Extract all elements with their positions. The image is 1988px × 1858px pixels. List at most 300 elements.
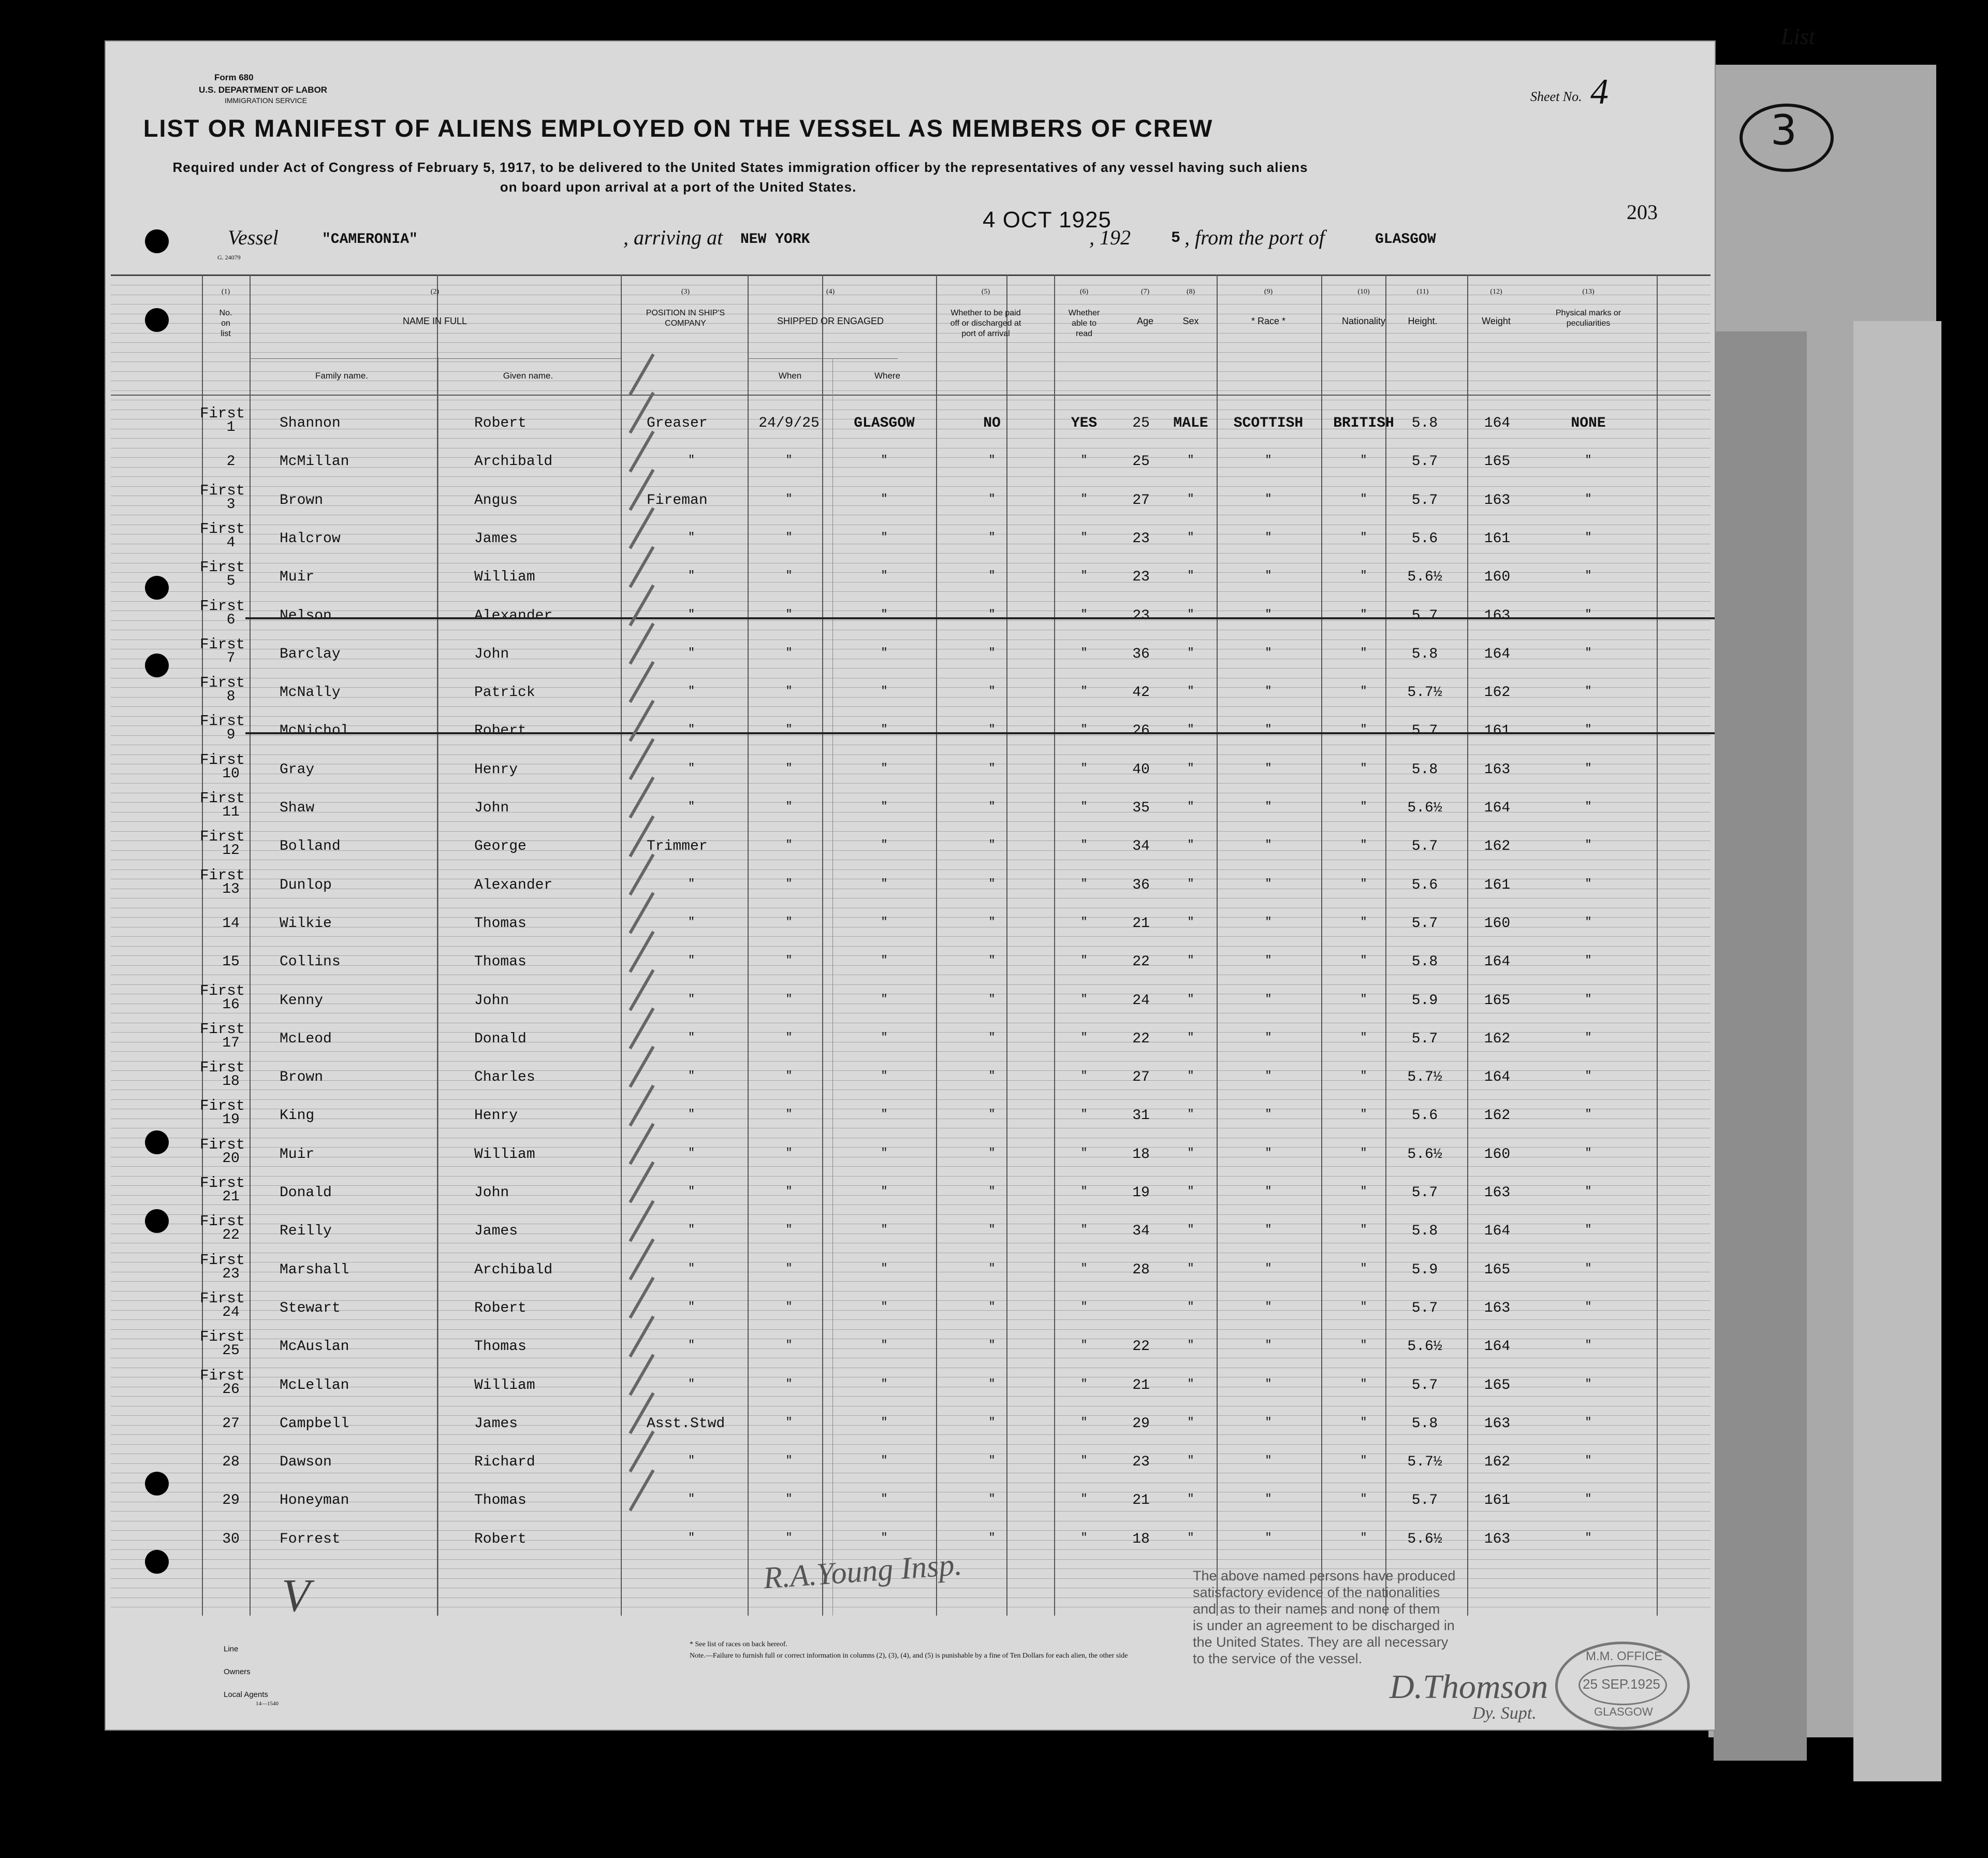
- row-class-label: First: [200, 1020, 245, 1038]
- cell-where: GLASGOW: [854, 415, 915, 431]
- row-number: 15: [222, 954, 240, 970]
- cell-paid-off: ": [988, 1261, 996, 1275]
- cell-read: ": [1080, 607, 1088, 621]
- cell-paid-off: ": [988, 1492, 996, 1506]
- cell-age: 23: [1132, 569, 1150, 586]
- stamp-date: 25 SEP.1925: [1583, 1676, 1660, 1692]
- cell-race: ": [1265, 915, 1272, 928]
- cell-given: Robert: [474, 1531, 527, 1547]
- cell-height: 5.7: [1411, 838, 1438, 855]
- table-row: [106, 1367, 1715, 1405]
- cell-position: ": [688, 877, 695, 890]
- column-label: Weight: [1482, 316, 1511, 326]
- cell-given: Donald: [474, 1030, 527, 1047]
- cell-weight: 161: [1484, 877, 1511, 893]
- cell-weight: 163: [1484, 761, 1511, 778]
- column-label: Sex: [1182, 316, 1199, 326]
- cell-sex: MALE: [1173, 415, 1208, 431]
- cell-marks: ": [1585, 1300, 1592, 1313]
- cell-when: ": [785, 454, 793, 467]
- row-class-label: First: [200, 982, 245, 999]
- cell-where: ": [881, 761, 888, 775]
- cell-marks: ": [1585, 1492, 1592, 1506]
- column-label: Age: [1136, 316, 1154, 326]
- cell-height: 5.7: [1411, 1185, 1438, 1201]
- cell-when: 24/9/25: [758, 415, 820, 431]
- cell-weight: 163: [1484, 1415, 1511, 1432]
- cell-family: Stewart: [280, 1300, 341, 1316]
- from-label: , from the port of: [1185, 226, 1325, 249]
- cell-family: McLellan: [280, 1377, 349, 1393]
- cell-when: ": [785, 954, 793, 967]
- cell-read: ": [1080, 569, 1088, 583]
- cell-given: Thomas: [474, 915, 527, 932]
- column-sub-label: When: [778, 371, 802, 381]
- cell-age: 36: [1132, 877, 1150, 893]
- row-class-label: First: [200, 482, 245, 499]
- ruled-line: [111, 361, 1711, 362]
- cell-sex: ": [1187, 915, 1194, 928]
- cell-when: ": [785, 1492, 793, 1506]
- cell-position: ": [688, 685, 695, 698]
- cell-nationality: ": [1360, 838, 1367, 852]
- cell-read: ": [1080, 1185, 1088, 1198]
- footer-local-agents-label: Local Agents: [224, 1690, 268, 1699]
- cell-marks: ": [1585, 1454, 1592, 1468]
- cell-position: Asst.Stwd: [647, 1415, 725, 1432]
- cell-age: 21: [1132, 1492, 1150, 1509]
- cell-marks: ": [1585, 1377, 1592, 1390]
- cell-position: ": [688, 1030, 695, 1044]
- row-class-label: First: [200, 597, 245, 615]
- cell-given: James: [474, 1223, 518, 1240]
- column-label: on: [221, 319, 230, 328]
- cell-family: Dawson: [280, 1454, 332, 1471]
- column-sub-label: Family name.: [315, 371, 369, 381]
- cell-read: ": [1080, 454, 1088, 467]
- declaration-line: is under an agreement to be discharged in: [1193, 1618, 1455, 1633]
- cell-height: 5.7½: [1407, 685, 1442, 701]
- master-title: Dy. Supt.: [1472, 1704, 1537, 1723]
- declaration-line: to the service of the vessel.: [1193, 1651, 1363, 1666]
- row-number: 19: [222, 1112, 240, 1128]
- cell-marks: ": [1585, 1261, 1592, 1275]
- cell-nationality: ": [1360, 685, 1367, 698]
- cell-paid-off: ": [988, 530, 996, 544]
- column-label: SHIPPED OR ENGAGED: [777, 316, 884, 326]
- cell-nationality: ": [1360, 454, 1367, 467]
- cell-sex: ": [1187, 1339, 1194, 1352]
- cell-age: 25: [1132, 454, 1150, 470]
- cell-age: 31: [1132, 1108, 1150, 1124]
- cell-where: ": [881, 1339, 888, 1352]
- cell-nationality: ": [1360, 1030, 1367, 1044]
- cell-paid-off: ": [988, 1108, 996, 1121]
- table-row: [106, 482, 1715, 520]
- cell-age: 36: [1132, 646, 1150, 662]
- column-number: (4): [826, 288, 835, 296]
- cell-weight: 162: [1484, 1454, 1511, 1471]
- column-number: (8): [1186, 288, 1195, 296]
- row-number: 17: [222, 1035, 240, 1051]
- cell-given: John: [474, 800, 509, 816]
- punch-hole: [145, 229, 169, 253]
- column-label: POSITION IN SHIP'S: [646, 309, 725, 317]
- footer-form-code: 14—1540: [256, 1701, 279, 1707]
- cell-paid-off: ": [988, 1300, 996, 1313]
- cell-age: 22: [1132, 954, 1150, 970]
- table-row: [106, 905, 1715, 943]
- cell-height: 5.6½: [1407, 1339, 1442, 1355]
- cell-sex: ": [1187, 1492, 1194, 1506]
- cell-when: ": [785, 1146, 793, 1159]
- footer-line-label: Line: [224, 1645, 239, 1653]
- table-row: [106, 559, 1715, 597]
- column-sub-label: Where: [874, 371, 901, 381]
- cell-sex: ": [1187, 1146, 1194, 1159]
- row-number: 7: [226, 650, 236, 666]
- cell-where: ": [881, 492, 888, 505]
- cell-marks: ": [1585, 1531, 1592, 1544]
- table-row: [106, 1136, 1715, 1174]
- date-stamp: 4 OCT 1925: [983, 207, 1112, 233]
- punch-hole: [145, 1550, 169, 1574]
- cell-race: ": [1265, 530, 1272, 544]
- cell-given: William: [474, 569, 535, 586]
- cell-race: SCOTTISH: [1233, 415, 1304, 431]
- table-row: [106, 1021, 1715, 1059]
- cell-marks: ": [1585, 530, 1592, 544]
- table-row: [106, 405, 1715, 443]
- column-label: No.: [219, 309, 232, 317]
- cell-sex: ": [1187, 685, 1194, 698]
- column-number: (6): [1079, 288, 1089, 296]
- cell-position: ": [688, 530, 695, 544]
- cell-read: ": [1080, 1146, 1088, 1159]
- cell-where: ": [881, 454, 888, 467]
- row-number: 27: [222, 1415, 240, 1432]
- cell-read: ": [1080, 1261, 1088, 1275]
- column-label: Whether: [1068, 309, 1100, 317]
- cell-marks: ": [1585, 454, 1592, 467]
- row-number: 2: [226, 454, 236, 470]
- column-label: * Race *: [1251, 316, 1286, 326]
- cell-height: 5.7: [1411, 607, 1438, 624]
- cell-race: ": [1265, 492, 1272, 505]
- cell-race: ": [1265, 954, 1272, 967]
- cell-where: ": [881, 607, 888, 621]
- row-number: 22: [222, 1227, 240, 1244]
- cell-read: ": [1080, 1069, 1088, 1083]
- cell-read: ": [1080, 800, 1088, 813]
- cell-position: ": [688, 723, 695, 736]
- cell-read: ": [1080, 1454, 1088, 1468]
- row-number: 10: [222, 765, 240, 782]
- cell-family: Muir: [280, 1146, 315, 1163]
- cell-weight: 165: [1484, 1377, 1511, 1393]
- cell-family: Brown: [280, 492, 324, 509]
- cell-sex: ": [1187, 646, 1194, 659]
- row-class-label: First: [200, 1097, 245, 1115]
- cell-given: John: [474, 992, 509, 1009]
- cell-weight: 164: [1484, 415, 1511, 431]
- cell-sex: ": [1187, 607, 1194, 621]
- cell-read: ": [1080, 992, 1088, 1006]
- cell-read: ": [1080, 685, 1088, 698]
- cell-weight: 165: [1484, 454, 1511, 470]
- cell-paid-off: ": [988, 1415, 996, 1429]
- cell-nationality: ": [1360, 1339, 1367, 1352]
- cell-race: ": [1265, 569, 1272, 583]
- cell-when: ": [785, 1261, 793, 1275]
- row-class-label: First: [200, 1059, 245, 1077]
- row-number: 13: [222, 881, 240, 897]
- row-number: 1: [226, 419, 236, 436]
- cell-paid-off: ": [988, 1377, 996, 1390]
- punch-hole: [145, 1209, 169, 1233]
- form-code: G. 24079: [217, 254, 241, 261]
- cell-marks: ": [1585, 723, 1592, 736]
- cell-weight: 164: [1484, 646, 1511, 662]
- cell-family: Reilly: [280, 1223, 332, 1240]
- cell-race: ": [1265, 877, 1272, 890]
- table-row: [106, 1444, 1715, 1482]
- cell-family: Campbell: [280, 1415, 349, 1432]
- cell-family: McLeod: [280, 1030, 332, 1047]
- cell-where: ": [881, 915, 888, 928]
- cell-nationality: ": [1360, 1300, 1367, 1313]
- cell-family: Donald: [280, 1185, 332, 1201]
- cell-paid-off: ": [988, 1223, 996, 1237]
- cell-family: Honeyman: [280, 1492, 349, 1509]
- cell-sex: ": [1187, 1185, 1194, 1198]
- cell-nationality: ": [1360, 1454, 1367, 1468]
- cell-weight: 161: [1484, 530, 1511, 547]
- cell-family: Forrest: [280, 1531, 341, 1547]
- cell-marks: ": [1585, 838, 1592, 852]
- cell-given: Thomas: [474, 1339, 527, 1355]
- cell-marks: ": [1585, 1069, 1592, 1083]
- cell-position: ": [688, 1223, 695, 1237]
- cell-read: ": [1080, 761, 1088, 775]
- cell-when: ": [785, 607, 793, 621]
- table-row: [106, 1059, 1715, 1097]
- cell-sex: ": [1187, 761, 1194, 775]
- cell-race: ": [1265, 1531, 1272, 1544]
- cell-nationality: ": [1360, 1261, 1367, 1275]
- cell-age: 42: [1132, 685, 1150, 701]
- ruled-line: [111, 390, 1711, 391]
- cell-read: YES: [1071, 415, 1098, 431]
- punch-hole: [145, 1472, 169, 1496]
- cell-sex: ": [1187, 838, 1194, 852]
- ruled-line: [111, 342, 1711, 343]
- cell-position: ": [688, 1185, 695, 1198]
- table-row: [106, 790, 1715, 828]
- cell-given: Thomas: [474, 954, 527, 970]
- cell-where: ": [881, 1030, 888, 1044]
- cell-position: ": [688, 1146, 695, 1159]
- subtitle-line1: Required under Act of Congress of February 5, 1917, to be delivered to the United States immigration officer by the representatives of any vessel having such aliens: [172, 159, 1308, 175]
- cell-nationality: ": [1360, 1531, 1367, 1544]
- cell-nationality: ": [1360, 800, 1367, 813]
- row-number: 29: [222, 1492, 240, 1509]
- cell-height: 5.6½: [1407, 1146, 1442, 1163]
- cell-given: Robert: [474, 1300, 527, 1316]
- cell-race: ": [1265, 761, 1272, 775]
- cell-paid-off: ": [988, 569, 996, 583]
- cell-position: ": [688, 1377, 695, 1390]
- cell-marks: ": [1585, 1223, 1592, 1237]
- cell-paid-off: ": [988, 915, 996, 928]
- stamp-line1: M.M. OFFICE: [1586, 1649, 1662, 1663]
- cell-nationality: ": [1360, 1069, 1367, 1083]
- table-row: [106, 1252, 1715, 1290]
- column-sub-label: Given name.: [503, 371, 553, 381]
- cell-paid-off: NO: [983, 415, 1001, 431]
- row-number: 20: [222, 1150, 240, 1167]
- cell-read: ": [1080, 646, 1088, 659]
- cell-race: ": [1265, 1454, 1272, 1468]
- cell-paid-off: ": [988, 646, 996, 659]
- cell-marks: ": [1585, 800, 1592, 813]
- cell-race: ": [1265, 646, 1272, 659]
- from-port: GLASGOW: [1375, 231, 1436, 248]
- column-label: peculiarities: [1566, 319, 1611, 328]
- cell-marks: ": [1585, 915, 1592, 928]
- circled-number: 3: [1771, 106, 1797, 154]
- column-number: (1): [221, 288, 230, 296]
- cell-sex: ": [1187, 877, 1194, 890]
- cell-nationality: ": [1360, 492, 1367, 505]
- cell-paid-off: ": [988, 800, 996, 813]
- vessel-name: "CAMERONIA": [322, 231, 418, 248]
- cell-height: 5.8: [1411, 1223, 1438, 1240]
- footer-owners-label: Owners: [224, 1667, 251, 1676]
- column-label: able to: [1071, 319, 1097, 328]
- cell-when: ": [785, 915, 793, 928]
- cell-age: 34: [1132, 838, 1150, 855]
- row-class-label: First: [200, 1251, 245, 1269]
- cell-when: ": [785, 492, 793, 505]
- cell-sex: ": [1187, 1454, 1194, 1468]
- column-label: read: [1075, 329, 1093, 338]
- top-right-note: List: [1781, 24, 1816, 49]
- cell-paid-off: ": [988, 954, 996, 967]
- cell-when: ": [785, 1300, 793, 1313]
- inspector-signature: R.A.Young Insp.: [762, 1547, 963, 1595]
- cell-family: Halcrow: [280, 530, 341, 547]
- cell-age: 22: [1132, 1030, 1150, 1047]
- penalty-note: Note.—Failure to furnish full or correct information in columns (2), (3), (4), and (5) is punishable by a fine of Ten Dollars for each alien, the other side: [690, 1652, 1128, 1660]
- cell-where: ": [881, 646, 888, 659]
- column-label: NAME IN FULL: [402, 316, 467, 326]
- cell-sex: ": [1187, 492, 1194, 505]
- cell-where: ": [881, 1377, 888, 1390]
- column-number: (13): [1582, 288, 1595, 296]
- cell-family: Shaw: [280, 800, 315, 816]
- cell-weight: 164: [1484, 1223, 1511, 1240]
- cell-given: Robert: [474, 415, 527, 431]
- cell-family: Barclay: [280, 646, 341, 662]
- cell-height: 5.8: [1411, 1415, 1438, 1432]
- cell-read: ": [1080, 1339, 1088, 1352]
- cell-when: ": [785, 685, 793, 698]
- cell-when: ": [785, 992, 793, 1006]
- cell-position: ": [688, 607, 695, 621]
- row-class-label: First: [200, 828, 245, 846]
- cell-position: ": [688, 1339, 695, 1352]
- cell-family: Brown: [280, 1069, 324, 1086]
- cell-marks: ": [1585, 607, 1592, 621]
- row-number: 30: [222, 1531, 240, 1547]
- cell-paid-off: ": [988, 1339, 996, 1352]
- cell-age: 21: [1132, 1377, 1150, 1393]
- cell-when: ": [785, 1185, 793, 1198]
- cell-family: Nelson: [280, 607, 332, 624]
- cell-given: Archibald: [474, 454, 553, 470]
- row-number: 16: [222, 996, 240, 1013]
- cell-sex: ": [1187, 1069, 1194, 1083]
- cell-sex: ": [1187, 1261, 1194, 1275]
- cell-when: ": [785, 1454, 793, 1468]
- year-label: , 192: [1089, 226, 1131, 249]
- subtitle-line2: on board upon arrival at a port of the United States.: [500, 179, 857, 195]
- cell-marks: ": [1585, 492, 1592, 505]
- column-label: Nationality: [1341, 316, 1386, 326]
- cell-sex: ": [1187, 1030, 1194, 1044]
- cell-age: 24: [1132, 992, 1150, 1009]
- cell-given: William: [474, 1377, 535, 1393]
- cell-given: Angus: [474, 492, 518, 509]
- column-label: COMPANY: [665, 319, 706, 328]
- cell-where: ": [881, 1492, 888, 1506]
- cell-when: ": [785, 530, 793, 544]
- cell-family: Wilkie: [280, 915, 332, 932]
- row-class-label: First: [200, 866, 245, 884]
- cell-paid-off: ": [988, 838, 996, 852]
- table-row: [106, 1097, 1715, 1136]
- cell-marks: ": [1585, 1108, 1592, 1121]
- cell-position: ": [688, 646, 695, 659]
- cell-weight: 165: [1484, 1261, 1511, 1278]
- cell-paid-off: ": [988, 1185, 996, 1198]
- cell-given: Alexander: [474, 607, 553, 624]
- punch-hole: [145, 308, 169, 332]
- table-row: [106, 1174, 1715, 1213]
- page-title: LIST OR MANIFEST OF ALIENS EMPLOYED ON THE VESSEL AS MEMBERS OF CREW: [143, 114, 1214, 142]
- cell-race: ": [1265, 992, 1272, 1006]
- cell-sex: ": [1187, 954, 1194, 967]
- shipped-sub-rule: [748, 358, 898, 359]
- cell-where: ": [881, 992, 888, 1006]
- row-class-label: First: [200, 635, 245, 653]
- cell-age: 18: [1132, 1146, 1150, 1163]
- cell-marks: ": [1585, 646, 1592, 659]
- cell-race: ": [1265, 454, 1272, 467]
- row-number: 9: [226, 727, 236, 744]
- row-number: 4: [226, 534, 236, 551]
- cell-weight: 163: [1484, 607, 1511, 624]
- cell-read: ": [1080, 1030, 1088, 1044]
- cell-height: 5.6: [1411, 1108, 1438, 1124]
- cell-family: Kenny: [280, 992, 324, 1009]
- cell-sex: ": [1187, 1531, 1194, 1544]
- cell-age: 18: [1132, 1531, 1150, 1547]
- row-number: 26: [222, 1381, 240, 1398]
- cell-height: 5.7: [1411, 1300, 1438, 1316]
- service: IMMIGRATION SERVICE: [225, 96, 307, 105]
